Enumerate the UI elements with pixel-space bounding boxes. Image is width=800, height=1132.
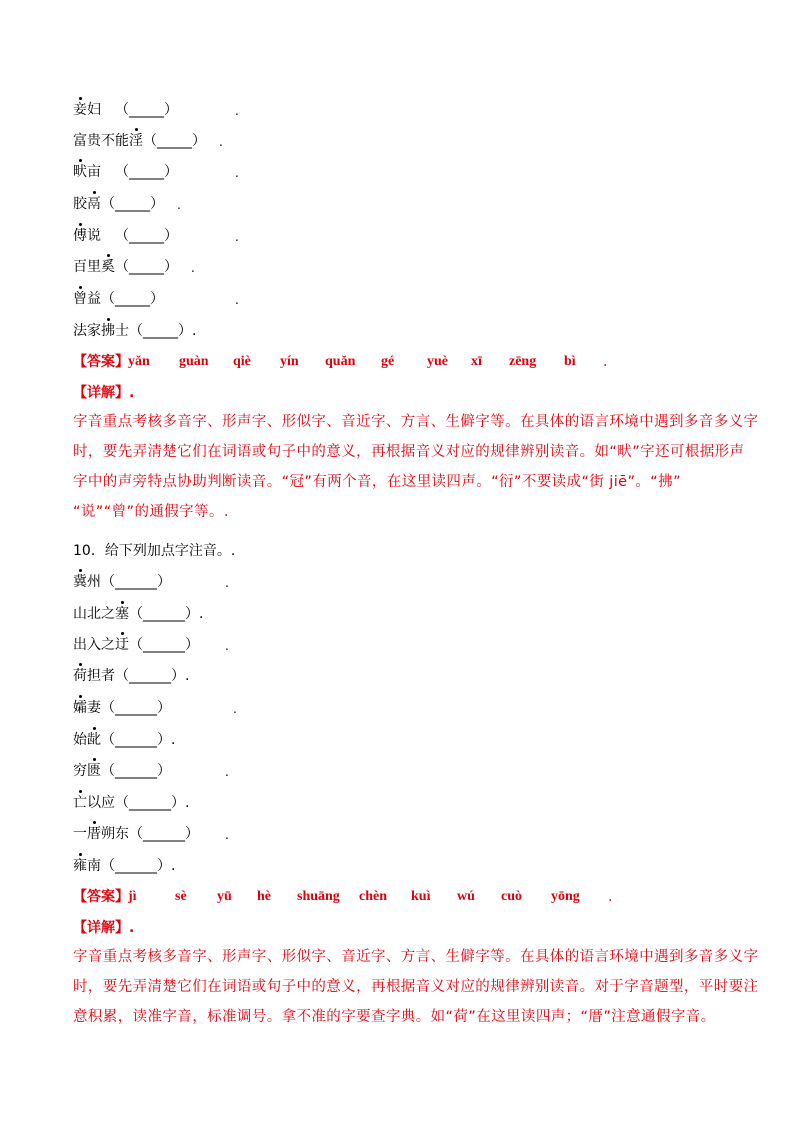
pinyin-answer: jì <box>128 889 137 904</box>
text-span: 亩 <box>87 164 101 180</box>
text-span: . <box>225 765 229 779</box>
question-item <box>73 320 196 342</box>
text-span: “说”“曾”的通假字等。. <box>73 504 229 520</box>
pinyin-answer: guàn <box>179 354 209 369</box>
dotted-char: 奚 <box>101 256 115 278</box>
text-span: 胶 <box>73 196 87 212</box>
answer-line <box>73 886 613 908</box>
pinyin-answer: qiè <box>233 354 251 369</box>
dotted-char: 荷 <box>73 665 87 687</box>
answer-blank[interactable]: （_____） <box>143 133 206 149</box>
text-span: . <box>225 828 229 842</box>
pinyin-answer: yōng <box>551 889 580 904</box>
text-span: 益 <box>87 291 101 307</box>
text-span: . <box>192 323 197 339</box>
answer-label: 【答案】 <box>73 889 129 905</box>
text-span: . <box>603 354 608 370</box>
question-item <box>73 256 195 278</box>
dotted-char: 匮 <box>87 760 101 782</box>
dotted-char: 拂 <box>101 320 115 342</box>
answer-line <box>73 351 608 373</box>
pinyin-answer: gé <box>381 354 395 369</box>
pinyin-answer: zēng <box>509 354 537 369</box>
dotted-char: 傅 <box>73 225 87 247</box>
question-item <box>73 792 189 814</box>
answer-blank[interactable]: （_____） <box>101 291 164 307</box>
text-span: 州 <box>87 574 101 590</box>
text-span: . <box>235 230 239 244</box>
question-item <box>73 634 229 656</box>
text-span: . <box>225 639 229 653</box>
answer-blank[interactable]: （______） <box>129 637 199 653</box>
text-span: 富贵不能 <box>73 133 129 149</box>
pinyin-answer: chèn <box>359 889 387 904</box>
text-span: 一 <box>73 826 87 842</box>
text-span: . <box>235 166 239 180</box>
question-item <box>73 697 237 719</box>
text-span: 说 <box>87 228 101 244</box>
text-span: . <box>219 135 223 149</box>
answer-blank[interactable]: （_____） <box>129 323 192 339</box>
text-span: 南 <box>87 858 101 874</box>
text-span: . <box>225 576 229 590</box>
text-span: . <box>177 198 181 212</box>
answer-blank[interactable]: （______） <box>115 795 185 811</box>
dotted-char: 亡 <box>73 792 87 814</box>
text-span: 字音重点考核多音字、形声字、形似字、音近字、方言、生僻字等。在具体的语言环境中遇到多音多义字 <box>73 949 759 965</box>
pinyin-answer: kuì <box>411 889 431 904</box>
answer-blank[interactable]: （_____） <box>115 228 178 244</box>
text-span: 妻 <box>87 700 101 716</box>
question-item <box>73 193 181 215</box>
answer-blank[interactable]: （______） <box>129 606 199 622</box>
text-span: 山北之 <box>73 606 115 622</box>
text-span: 字中的声旁特点协助判断读音。“冠”有两个音，在这里读四声。“衍”不要读成“街 jiē”。“拂” <box>73 474 681 490</box>
text-span: . <box>185 795 190 811</box>
text-span: 字音重点考核多音字、形声字、形似字、音近字、方言、生僻字等。在具体的语言环境中遇到多音多义字 <box>73 414 759 430</box>
answer-blank[interactable]: （______） <box>101 858 171 874</box>
text-span: 穷 <box>73 763 87 779</box>
dotted-char: 迂 <box>115 634 129 656</box>
question-item <box>73 161 239 183</box>
answer-blank[interactable]: （______） <box>129 826 199 842</box>
pinyin-answer: yuè <box>427 354 448 369</box>
question-item <box>73 855 175 877</box>
detail-label: 【详解】. <box>73 920 135 936</box>
text-span: . <box>199 606 204 622</box>
dotted-char: 冀 <box>73 571 87 593</box>
text-span: . <box>185 668 190 684</box>
text-span: 出入之 <box>73 637 115 653</box>
question-item <box>73 760 229 782</box>
dotted-char: 曾 <box>73 288 87 310</box>
question-item <box>73 99 239 121</box>
question-item <box>73 823 229 845</box>
text-span: 始 <box>73 732 87 748</box>
text-span: . <box>235 104 239 118</box>
answer-blank[interactable]: （_____） <box>115 164 178 180</box>
question-item <box>73 603 203 625</box>
pinyin-answer: shuāng <box>297 889 340 904</box>
pinyin-answer: yín <box>280 354 299 369</box>
text-span: . <box>233 702 237 716</box>
answer-blank[interactable]: （______） <box>101 732 171 748</box>
dotted-char: 妾 <box>73 99 87 121</box>
text-span: 时，要先弄清楚它们在词语或句子中的意义，再根据音义对应的规律辨别读音。对于字音题型，平时要注 <box>73 979 759 995</box>
pinyin-answer: cuò <box>501 889 522 904</box>
question-item <box>73 665 189 687</box>
answer-blank[interactable]: （______） <box>101 763 171 779</box>
dotted-char: 雍 <box>73 855 87 877</box>
answer-blank[interactable]: （______） <box>115 668 185 684</box>
pinyin-answer: wú <box>457 889 475 904</box>
question-item <box>73 130 223 152</box>
answer-blank[interactable]: （_____） <box>101 196 164 212</box>
text-span: . <box>171 732 176 748</box>
text-span: 妇 <box>87 102 101 118</box>
detail-label: 【详解】. <box>73 385 135 401</box>
pinyin-answer: hè <box>257 889 271 904</box>
dotted-char: 鬲 <box>87 193 101 215</box>
dotted-char: 厝 <box>87 823 101 845</box>
answer-blank[interactable]: （_____） <box>115 259 178 275</box>
pinyin-answer: bì <box>564 354 576 369</box>
answer-blank[interactable]: （_____） <box>115 102 178 118</box>
dotted-char: 龀 <box>87 729 101 751</box>
dotted-char: 塞 <box>115 603 129 625</box>
question-item <box>73 729 175 751</box>
dotted-char: 畎 <box>73 161 87 183</box>
answer-blank[interactable]: （______） <box>101 700 171 716</box>
question-item <box>73 571 229 593</box>
answer-label: 【答案】 <box>73 354 129 370</box>
text-span: 法家 <box>73 323 101 339</box>
pinyin-answer: yū <box>217 889 232 904</box>
pinyin-answer: xī <box>471 354 482 369</box>
question-item <box>73 225 239 247</box>
text-span: 担者 <box>87 668 115 684</box>
text-span: . <box>171 858 176 874</box>
pinyin-answer: sè <box>175 889 187 904</box>
text-span: 朔东 <box>101 826 129 842</box>
text-span: . <box>191 261 195 275</box>
text-span: . <box>235 293 239 307</box>
text-span: 意积累，读准字音，标准调号。拿不准的字要查字典。如“荷”在这里读四声；“厝”注意通假字音。 <box>73 1009 716 1025</box>
pinyin-answer: yǎn <box>128 354 150 369</box>
question-item <box>73 288 239 310</box>
question-title: 10．给下列加点字注音。. <box>73 543 236 559</box>
detail-paragraph <box>73 407 759 527</box>
dotted-char: 孀 <box>73 697 87 719</box>
answer-blank[interactable]: （______） <box>101 574 171 590</box>
detail-paragraph <box>73 942 759 1032</box>
text-span: 士 <box>115 323 129 339</box>
text-span: 时，要先弄清楚它们在词语或句子中的意义，再根据音义对应的规律辨别读音。如“畎”字还可根据形声 <box>73 444 745 460</box>
text-span: 百里 <box>73 259 101 275</box>
text-span: 以应 <box>87 795 115 811</box>
dotted-char: 淫 <box>129 130 143 152</box>
pinyin-answer: quǎn <box>325 354 356 369</box>
text-span: . <box>608 889 613 905</box>
